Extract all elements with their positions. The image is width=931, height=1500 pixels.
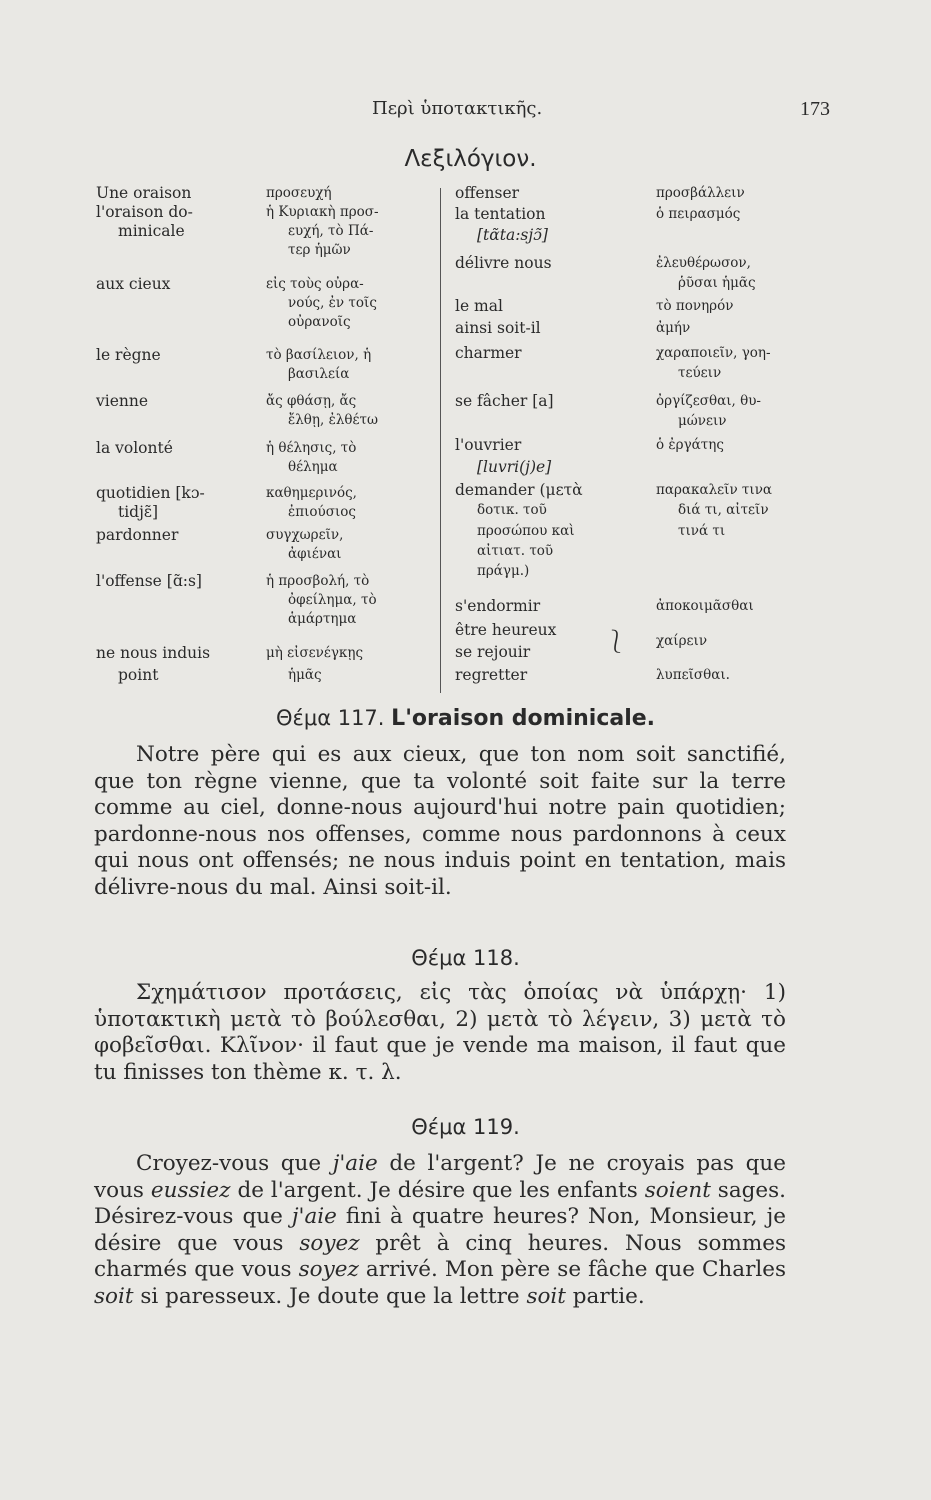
vocab-translation: χαίρειν	[656, 633, 708, 649]
theme-117-title: L'oraison dominicale.	[391, 706, 656, 731]
subjunctive-verb: soyez	[299, 1230, 360, 1256]
vocab-translation: ἡ προσβολή, τὸ	[266, 573, 370, 589]
vocab-translation: προσευχή	[266, 185, 332, 201]
vocabulary-heading: Λεξιλόγιον.	[404, 146, 537, 172]
subjunctive-verb: soit	[94, 1283, 134, 1309]
vocab-translation: διά τι, αἰτεῖν	[678, 502, 769, 518]
vocab-term: se rejouir	[455, 643, 531, 661]
vocab-translation: ἀποκοιμᾶσθαι	[656, 598, 754, 614]
exercise-118-paragraph: Σχημάτισον προτάσεις, εἰς τὰς ὁποίας νὰ ὑπάρχῃ· 1) ὑποτακτικὴ μετὰ τὸ βούλεσθαι, 2) μετὰ τὸ λέγειν, 3) μετὰ τὸ φοβεῖσθαι. Κλῖνον· il faut que je vende ma maison, il faut que tu finisses ton thème κ. τ. λ.	[94, 980, 786, 1085]
vocab-term: l'oraison do-	[96, 203, 193, 221]
vocab-term: Une oraison	[96, 184, 192, 202]
vocab-term: αἰτιατ. τοῦ	[477, 543, 554, 559]
vocab-translation: τὸ βασίλειον, ἡ	[266, 347, 372, 363]
vocab-term: vienne	[96, 392, 149, 410]
vocab-translation: ἀμήν	[656, 320, 691, 336]
vocab-translation: ὁ ἐργάτης	[656, 437, 724, 453]
text-run: sages. Désirez-vous que	[94, 1177, 786, 1229]
subjunctive-verb: j'aie	[291, 1204, 337, 1229]
text-run: partie.	[565, 1283, 645, 1309]
theme-119-heading	[0, 1115, 931, 1139]
vocab-term: l'ouvrier	[455, 436, 522, 454]
theme-117-label: Θέμα 117.	[275, 706, 385, 730]
vocab-term: le règne	[96, 346, 161, 364]
vocab-term: quotidien [kɔ-	[96, 484, 205, 502]
vocab-translation: ἐπιούσιος	[288, 504, 356, 520]
vocab-translation: ὁ πειρασμός	[656, 206, 741, 222]
vocab-translation: τὸ πονηρόν	[656, 298, 734, 314]
vocab-term: δοτικ. τοῦ	[477, 502, 547, 518]
vocabulary-table	[0, 184, 931, 694]
text-run: fini à quatre heures? Non, Monsieur, je désire que vous	[94, 1204, 787, 1256]
vocab-term: la tentation	[455, 205, 546, 223]
vocab-translation: καθημερινός,	[266, 485, 357, 501]
vocab-translation: τεύειν	[678, 365, 722, 381]
vocab-translation: λυπεῖσθαι.	[656, 667, 730, 683]
theme-119-text	[94, 1151, 786, 1310]
subjunctive-verb: soyez	[298, 1257, 359, 1282]
vocab-term: s'endormir	[455, 597, 541, 615]
vocab-translation: προσβάλλειν	[656, 185, 745, 201]
vocab-term: προσώπου καὶ	[477, 523, 575, 539]
vocab-term: la volonté	[96, 439, 173, 457]
exercise-119-paragraph	[94, 1151, 786, 1310]
text-run: Croyez-vous que	[136, 1151, 333, 1176]
vocab-term: [luvri(j)e]	[477, 458, 552, 476]
text-run: prêt à cinq heures. Nous sommes charmés que vous	[94, 1230, 786, 1282]
vocab-translation: μώνειν	[678, 413, 727, 429]
vocab-term: aux cieux	[96, 275, 171, 293]
theme-117-text	[94, 742, 786, 901]
vocab-term: regretter	[455, 666, 528, 684]
vocab-term: offenser	[455, 184, 520, 202]
vocab-term: ne nous induis	[96, 644, 211, 662]
vocab-translation: ἁμάρτημα	[288, 611, 357, 627]
vocab-term: πράγμ.)	[477, 563, 530, 579]
vocab-translation: τινά τι	[678, 523, 726, 539]
vocab-translation: τερ ἡμῶν	[288, 242, 351, 258]
vocab-translation: νούς, ἐν τοῖς	[288, 295, 377, 311]
vocab-term: point	[118, 666, 159, 684]
vocab-translation: θέλημα	[288, 459, 338, 475]
subjunctive-verb: eussiez	[150, 1177, 231, 1203]
subjunctive-verb: soit	[526, 1283, 566, 1309]
text-run: de l'argent. Je désire que les enfants	[230, 1177, 645, 1203]
subjunctive-verb: j'aie	[332, 1151, 378, 1176]
vocab-translation: ἀφιέναι	[288, 546, 342, 562]
vocab-translation: συγχωρεῖν,	[266, 527, 344, 543]
brace-bracket: ⎱	[605, 630, 628, 655]
vocab-translation: ευχή, τὸ Πά-	[288, 223, 374, 239]
page-number: 173	[800, 98, 830, 120]
vocab-translation: ἡ Κυριακὴ προσ-	[266, 204, 379, 220]
vocab-term: l'offense [ɑ̃:s]	[96, 572, 202, 590]
vocab-translation: εἰς τοὺς οὐρα-	[266, 276, 364, 292]
vocab-term: charmer	[455, 344, 522, 362]
column-divider	[440, 188, 441, 693]
theme-119-label: Θέμα 119.	[411, 1115, 520, 1139]
subjunctive-verb: soient	[644, 1177, 711, 1203]
theme-118-text	[94, 980, 786, 1086]
vocab-term: [tɑ̃ta:sjɔ̃]	[477, 226, 548, 244]
text-run: arrivé. Mon père se fâche que Charles	[358, 1257, 787, 1282]
vocab-term: minicale	[118, 222, 185, 240]
vocab-translation: ἄς φθάσῃ, ἄς	[266, 393, 357, 409]
vocab-translation: ῥῦσαι ἡμᾶς	[678, 275, 756, 291]
text-run: si paresseux. Je doute que la lettre	[133, 1283, 527, 1309]
vocab-translation: μὴ εἰσενέγκῃς	[266, 645, 364, 661]
vocab-translation: ἐλευθέρωσον,	[656, 255, 751, 271]
vocab-term: délivre nous	[455, 254, 552, 272]
running-title: Περὶ ὑποτακτικῆς.	[372, 98, 543, 119]
lords-prayer-paragraph: Notre père qui es aux cieux, que ton nom soit sanctifié, que ton règne vienne, que ta volonté soit faite sur la terre comme au ciel, donne-nous aujourd'hui notre pain quotidien; pardonne-nous nos offenses, comme nous pardonnons à ceux qui nous ont offensés; ne nous induis point en tentation, mais délivre-nous du mal. Ainsi soit-il.	[94, 742, 786, 900]
theme-118-heading	[0, 946, 931, 970]
vocab-term: se fâcher [a]	[455, 392, 554, 410]
vocab-translation: βασιλεία	[288, 366, 350, 382]
vocab-translation: ἔλθῃ, ἐλθέτω	[288, 412, 378, 428]
vocab-translation: ὀφείλημα, τὸ	[288, 592, 377, 608]
vocab-translation: οὐρανοῖς	[288, 314, 351, 330]
vocab-translation: ὀργίζεσθαι, θυ-	[656, 393, 761, 409]
vocab-translation: ἡ θέλησις, τὸ	[266, 440, 357, 456]
vocab-term: tidjɛ̃]	[118, 503, 158, 521]
vocab-translation: ἡμᾶς	[288, 667, 322, 683]
vocab-translation: χαραποιεῖν, γοη-	[656, 345, 771, 361]
vocab-term: le mal	[455, 297, 503, 315]
vocab-translation: παρακαλεῖν τινα	[656, 482, 773, 498]
vocab-term: demander (μετὰ	[455, 481, 583, 499]
vocab-term: pardonner	[96, 526, 179, 544]
vocab-term: être heureux	[455, 621, 557, 639]
vocab-term: ainsi soit-il	[455, 319, 541, 337]
theme-118-label: Θέμα 118.	[411, 946, 520, 970]
theme-117-heading	[0, 706, 931, 731]
text-run: de l'argent? Je ne croyais pas que vous	[94, 1151, 786, 1203]
